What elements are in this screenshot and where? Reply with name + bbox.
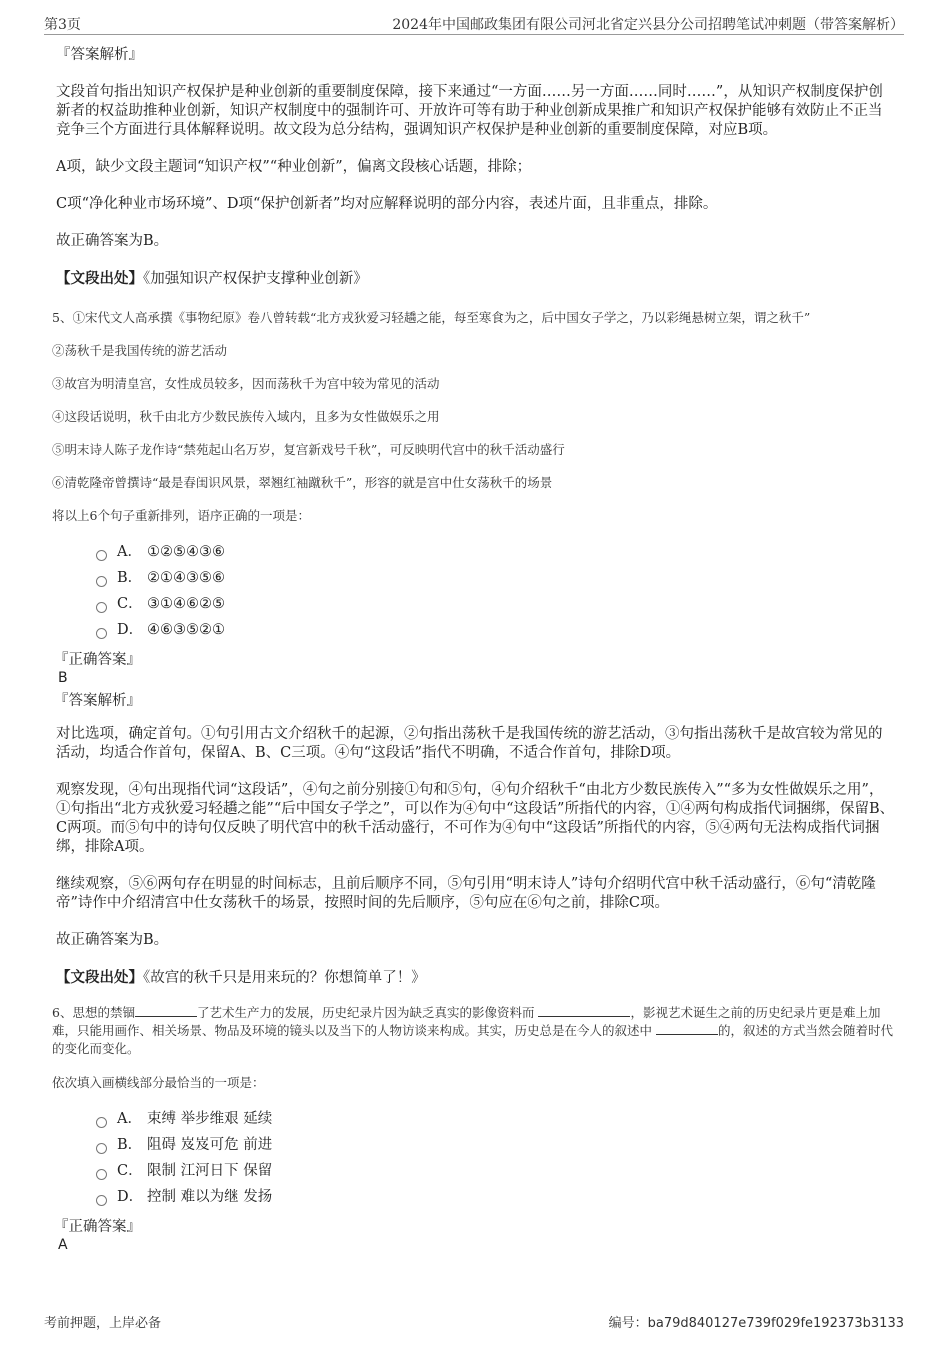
option-text: ②①④③⑤⑥ (147, 570, 225, 586)
q5-sentence-5: ⑤明末诗人陈子龙作诗“禁苑起山名万岁，复宫新戏号千秋”，可反映明代宫中的秋千活动盛行 (52, 442, 565, 457)
q4-conclusion: 故正确答案为B。 (56, 233, 169, 249)
radio-icon[interactable] (96, 628, 107, 639)
q4-source (56, 269, 896, 289)
option-letter: D． (117, 1189, 144, 1205)
option-text: 限制 江河日下 保留 (147, 1163, 273, 1179)
radio-icon[interactable] (96, 1169, 107, 1180)
source-title: 《加强知识产权保护支撑种业创新》 (143, 271, 368, 287)
q6-options (96, 1106, 896, 1210)
q4-analysis-para2: A项，缺少文段主题词“知识产权”“种业创新”，偏离文段核心话题，排除； (56, 159, 532, 175)
stem-part: 6、思想的禁锢 (52, 1005, 135, 1020)
radio-icon[interactable] (96, 550, 107, 561)
option-letter: B． (117, 1137, 143, 1153)
radio-icon[interactable] (96, 602, 107, 613)
option-text: ③①④⑥②⑤ (147, 596, 225, 612)
q6-option-a[interactable] (96, 1106, 896, 1132)
q4-analysis-para3: C项“净化种业市场环境”、D项“保护创新者”均对应解释说明的部分内容，表述片面，且非重点，排除。 (56, 196, 718, 212)
q5-analysis-label: 『答案解析』 (54, 693, 141, 709)
page-number: 第3页 (44, 17, 81, 33)
fill-blank-1[interactable] (135, 1004, 197, 1017)
q5-sentence-4: ④这段话说明，秋千由北方少数民族传入域内，且多为女性做娱乐之用 (52, 409, 440, 424)
q5-stem: 5、①宋代文人高承撰《事物纪原》卷八曾转载“北方戎狄爱习轻趫之能，每至寒食为之，后中国女子学之，乃以彩绳悬树立架，谓之秋千” (52, 310, 811, 325)
page-header (44, 14, 904, 35)
q5-analysis-para2: 观察发现，④句出现指代词“这段话”，④句之前分别接①句和⑤句，④句介绍秋千“由北方少数民族传入”“多为女性做娱乐之用”，①句指出“北方戎狄爱习轻趫之能”“后中国女子学之”，可以作为④句中“这段话”所指代的内容，①④两句构成指代词捆绑，保留B、C两项。而⑤句中的诗句仅反映了明代宫中的秋千活动盛行，不可作为④句中“这段话”所指代的内容，⑤④两句无法构成指代词捆绑，排除A项。 (56, 782, 895, 855)
option-text: ①②⑤④③⑥ (147, 544, 225, 560)
document-body (52, 44, 896, 1253)
option-letter: C． (117, 596, 143, 612)
fill-blank-3[interactable] (656, 1022, 718, 1035)
source-label: 【文段出处】 (56, 270, 143, 287)
option-text: 控制 难以为继 发扬 (147, 1189, 273, 1205)
q5-option-b[interactable] (96, 565, 896, 591)
q5-answer: B (58, 670, 68, 686)
stem-part: 了艺术生产力的发展，历史纪录片因为缺乏真实的影像资料而 (196, 1005, 535, 1020)
q5-prompt: 将以上6个句子重新排列，语序正确的一项是： (52, 508, 310, 523)
q6-option-d[interactable] (96, 1184, 896, 1210)
stem-part: ，影视艺术诞生之前的历史纪录片更是难上加难，只能用画作、相关场景、物品及环境的镜头以及当下的人物访谈来构成。其实，历史总是在今人的叙述中 (52, 1005, 881, 1038)
q5-sentence-6: ⑥清乾隆帝曾撰诗“最是春闺识风景，翠翘红袖蹴秋千”，形容的就是宫中仕女荡秋千的场景 (52, 475, 553, 490)
q5-option-d[interactable] (96, 617, 896, 643)
q6-stem (52, 1004, 896, 1058)
q5-sentence-3: ③故宫为明清皇宫，女性成员较多，因而荡秋千为宫中较为常见的活动 (52, 376, 440, 391)
q6-prompt: 依次填入画横线部分最恰当的一项是： (52, 1075, 265, 1090)
q6-option-b[interactable] (96, 1132, 896, 1158)
q5-analysis-para3: 继续观察，⑤⑥两句存在明显的时间标志，且前后顺序不同，⑤句引用“明末诗人”诗句介绍明代宫中秋千活动盛行，⑥句“清乾隆帝”诗作中介绍清宫中仕女荡秋千的场景，按照时间的先后顺序，⑤句应在⑥句之前，排除C项。 (56, 876, 876, 911)
document-title: 2024年中国邮政集团有限公司河北省定兴县分公司招聘笔试冲刺题（带答案解析） (392, 17, 904, 33)
radio-icon[interactable] (96, 1117, 107, 1128)
q6-answer: A (58, 1237, 68, 1253)
radio-icon[interactable] (96, 1195, 107, 1206)
q4-analysis-para1: 文段首句指出知识产权保护是种业创新的重要制度保障，接下来通过“一方面……另一方面……同时……”，从知识产权制度保护创新者的权益助推种业创新，知识产权制度中的强制许可、开放许可等有助于种业创新成果推广和知识产权保护能够有效防止不正当竞争三个方面进行具体解释说明。故文段为总分结构，强调知识产权保护是种业创新的重要制度保障，对应B项。 (56, 84, 883, 138)
q5-option-a[interactable] (96, 539, 896, 565)
radio-icon[interactable] (96, 1143, 107, 1154)
stem-part: 的，叙述的方式当然会随着时代的变化而变化。 (52, 1023, 894, 1056)
option-text: 阻碍 岌岌可危 前进 (147, 1137, 273, 1153)
footer-code (609, 1312, 904, 1331)
fill-blank-2[interactable] (538, 1004, 630, 1017)
q5-analysis-para1: 对比选项，确定首句。①句引用古文介绍秋千的起源，②句指出荡秋千是我国传统的游艺活动，③句指出荡秋千是故宫较为常见的活动，均适合作首句，保留A、B、C三项。④句“这段话”指代不明确，不适合作首句，排除D项。 (56, 726, 883, 761)
code-label: 编号： (608, 1316, 648, 1331)
q5-option-c[interactable] (96, 591, 896, 617)
q5-sentence-2: ②荡秋千是我国传统的游艺活动 (52, 343, 228, 358)
q5-options (96, 539, 896, 643)
footer-slogan: 考前押题，上岸必备 (44, 1316, 162, 1331)
q5-answer-label: 『正确答案』 (54, 652, 141, 668)
q4-analysis-label: 『答案解析』 (56, 47, 143, 63)
q5-source (56, 968, 896, 988)
option-text: ④⑥③⑤②① (147, 622, 225, 638)
source-title: 《故宫的秋千只是用来玩的？你想简单了！》 (143, 970, 426, 986)
option-letter: B． (117, 570, 143, 586)
q6-option-c[interactable] (96, 1158, 896, 1184)
option-letter: D． (117, 622, 144, 638)
option-letter: C． (117, 1163, 143, 1179)
q5-conclusion: 故正确答案为B。 (56, 932, 169, 948)
q6-answer-label: 『正确答案』 (54, 1219, 141, 1235)
option-letter: A． (117, 544, 142, 560)
source-label: 【文段出处】 (56, 969, 143, 986)
radio-icon[interactable] (96, 576, 107, 587)
option-letter: A． (117, 1111, 142, 1127)
option-text: 束缚 举步维艰 延续 (147, 1111, 273, 1127)
code-value: ba79d840127e739f029fe192373b3133 (647, 1316, 904, 1331)
